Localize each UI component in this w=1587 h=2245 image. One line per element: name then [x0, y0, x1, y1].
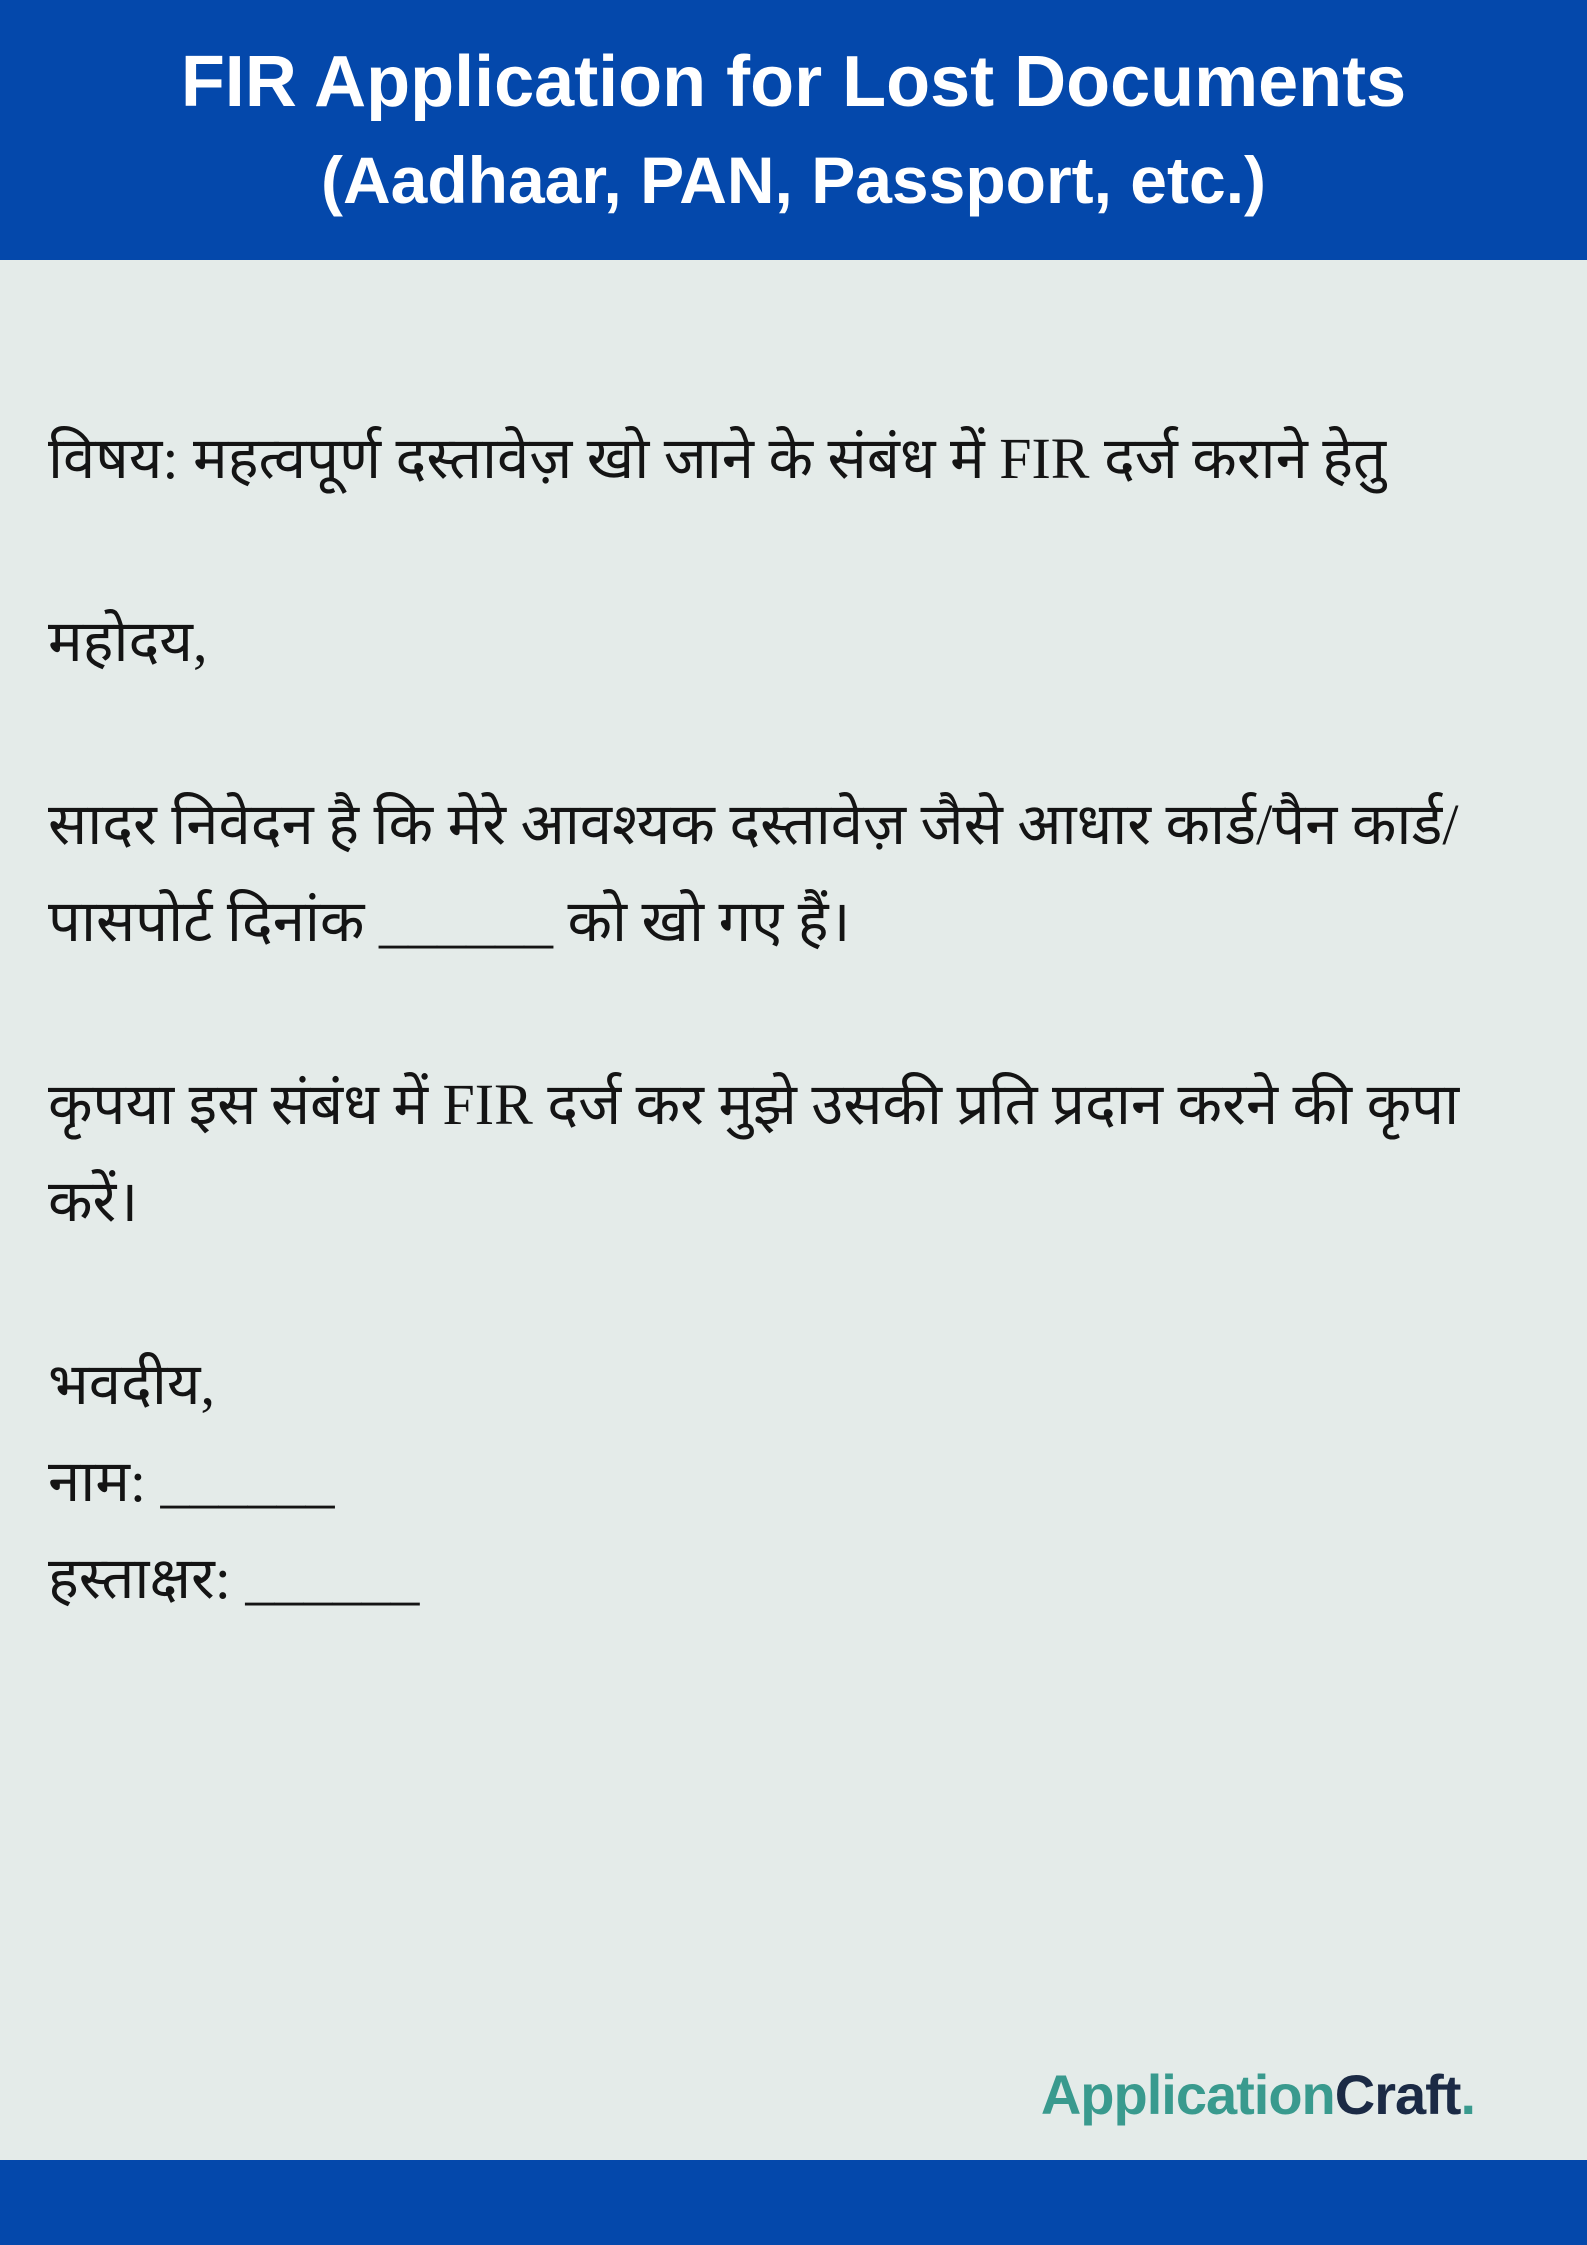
logo-craft-text: Craft [1334, 2063, 1461, 2126]
signoff-block [48, 1336, 1517, 1627]
closing-line: भवदीय, [48, 1352, 215, 1417]
footer-bar [0, 2160, 1587, 2245]
header-banner [0, 0, 1587, 260]
header-title-line1: FIR Application for Lost Documents [180, 41, 1407, 122]
signature-blank-line: हस्ताक्षर: ______ [48, 1546, 420, 1611]
salutation-line: महोदय, [48, 609, 208, 674]
brand-logo [1041, 2062, 1475, 2127]
name-blank-line: नाम: ______ [48, 1449, 335, 1514]
subject-line: विषय: महत्वपूर्ण दस्तावेज़ खो जाने के संबंध में FIR दर्ज कराने हेतु [48, 426, 1387, 491]
request-paragraph: सादर निवेदन है कि मेरे आवश्यक दस्तावेज़ जैसे आधार कार्ड/पैन कार्ड/पासपोर्ट दिनांक ______ को खो गए हैं। [48, 792, 1459, 954]
logo-period: . [1460, 2063, 1475, 2126]
logo-application-text: Application [1040, 2063, 1335, 2126]
fir-copy-paragraph: कृपया इस संबंध में FIR दर्ज कर मुझे उसकी प्रति प्रदान करने की कृपा करें। [48, 1072, 1460, 1234]
header-title-line2: (Aadhaar, PAN, Passport, etc.) [320, 143, 1267, 218]
letter-body [0, 410, 1587, 1627]
